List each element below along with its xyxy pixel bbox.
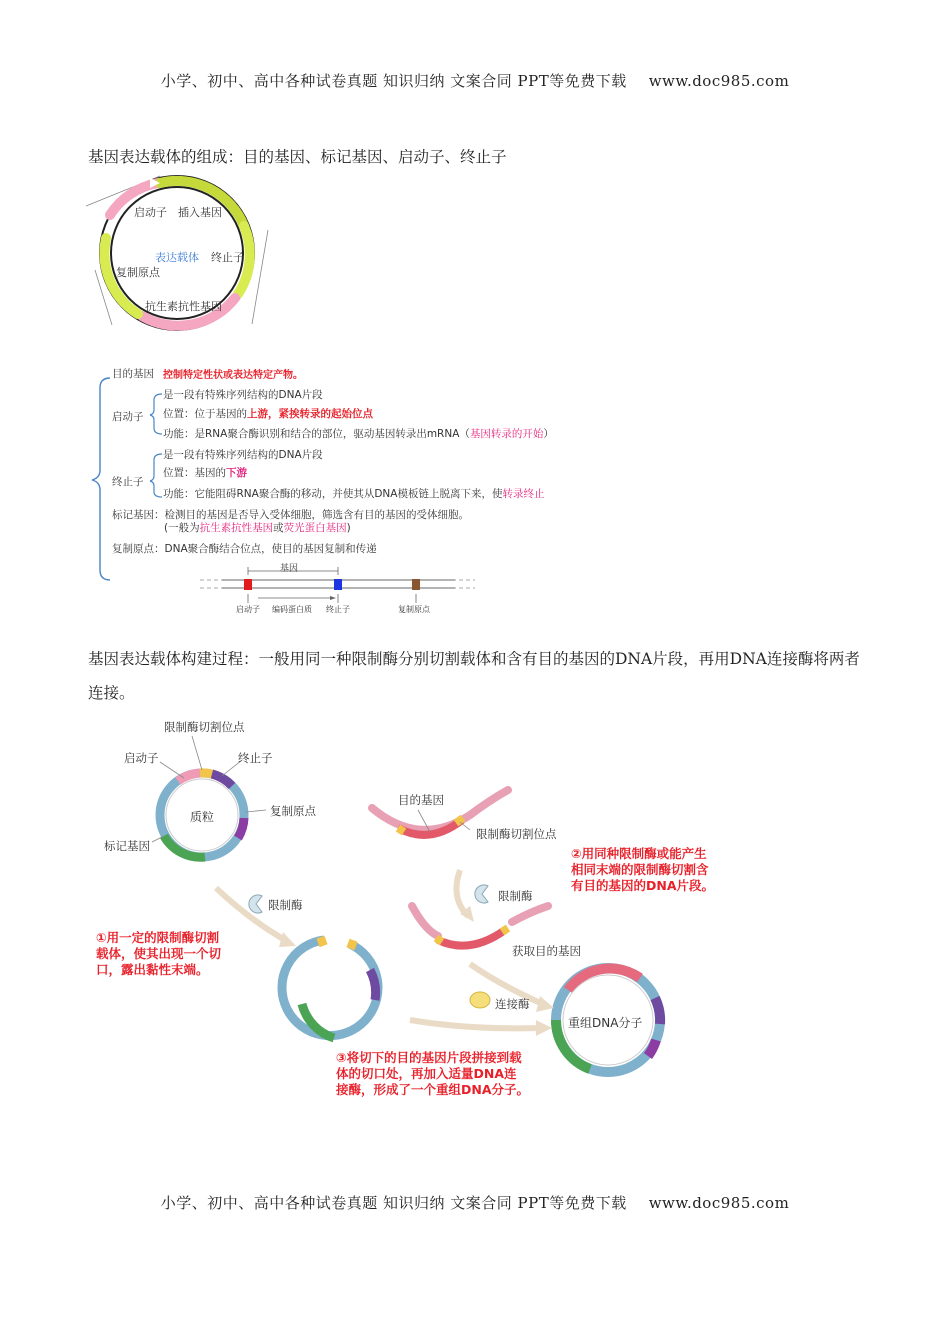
promoter-line3b: 基因转录的开始	[469, 428, 544, 440]
ring-terminator: 终止子	[211, 251, 244, 264]
note3-line1: ③将切下的目的基因片段拼接到载	[336, 1050, 522, 1065]
target-gene-note: 控制特定性状或表达特定产物。	[163, 370, 303, 381]
restriction-enzyme-icon	[249, 895, 262, 913]
promoter-line2b: 上游，紧挨转录的起始位点	[247, 408, 373, 420]
fig-enzyme1: 限制酶	[268, 898, 303, 912]
note1-line3: 口，露出黏性末端。	[96, 962, 209, 977]
promoter-line1: 是一段有特殊序列结构的DNA片段	[163, 389, 323, 401]
promoter-line3a: 功能：是RNA聚合酶识别和结合的部位，驱动基因转录出mRNA（	[163, 428, 470, 440]
linear-terminator: 终止子	[326, 605, 350, 614]
marker-line2e: )	[346, 522, 351, 534]
fig-target: 目的基因	[398, 793, 444, 807]
note3-line3: 接酶，形成了一个重组DNA分子。	[336, 1082, 530, 1097]
promoter-label: 启动子	[112, 411, 144, 423]
note1-line1: ①用一定的限制酶切割	[96, 930, 220, 945]
marker-line1: 标记基因：检测目的基因是否导入受体细胞，筛选含有目的基因的受体细胞。	[112, 509, 469, 521]
footer-text: 小学、初中、高中各种试卷真题 知识归纳 文案合同 PPT等免费下载	[160, 1194, 627, 1212]
terminator-line1: 是一段有特殊序列结构的DNA片段	[163, 449, 323, 461]
marker-line2	[164, 520, 351, 535]
cut-target-dna	[412, 906, 548, 946]
promoter-line3	[163, 426, 554, 441]
fig-ligase: 连接酶	[495, 997, 530, 1011]
ring-origin: 复制原点	[116, 266, 160, 279]
ring-resistance: 抗生素抗性基因	[145, 300, 222, 313]
page-footer	[0, 1192, 950, 1213]
marker-line2c: 或	[273, 522, 284, 534]
terminator-line2b: 下游	[226, 467, 247, 479]
note1	[96, 930, 221, 978]
fig-terminator: 终止子	[238, 751, 273, 765]
note3	[336, 1050, 529, 1098]
linear-promoter: 启动子	[236, 605, 260, 614]
fig-obtain: 获取目的基因	[512, 944, 581, 958]
ring-center: 表达载体	[155, 251, 199, 264]
fig-site2: 限制酶切割位点	[476, 827, 557, 841]
marker-line2a: (一般为	[164, 522, 200, 534]
terminator-line2a: 位置：基因的	[163, 467, 226, 479]
note2-line2: 相同末端的限制酶切割含	[571, 862, 709, 877]
fig-site1: 限制酶切割位点	[164, 720, 245, 734]
linear-coding: 编码蛋白质	[272, 605, 312, 614]
terminator-line3a: 功能：它能阻碍RNA聚合酶的移动，并使其从DNA模板链上脱离下来，使	[163, 488, 503, 500]
linear-gene-diagram	[200, 567, 475, 603]
note2-line3: 有目的基因的DNA片段。	[571, 878, 715, 893]
origin-line: 复制原点：DNA聚合酶结合位点，使目的基因复制和传递	[112, 543, 377, 555]
marker-line2d: 荧光蛋白基因	[283, 522, 347, 534]
fig-origin: 复制原点	[270, 804, 316, 818]
ring-promoter: 启动子	[134, 206, 167, 219]
header-site: www.doc985.com	[648, 72, 790, 90]
fig-promoter: 启动子	[124, 751, 159, 765]
note3-line2: 体的切口处，再加入适量DNA连	[336, 1066, 517, 1081]
restriction-enzyme-icon-2	[475, 885, 488, 903]
note1-line2: 载体，使其出现一个切	[96, 946, 222, 961]
fig-recomb: 重组DNA分子	[568, 1016, 643, 1030]
linear-origin: 复制原点	[398, 605, 430, 614]
note2-line1: ②用同种限制酶或能产生	[571, 846, 707, 861]
intro-text: 基因表达载体的组成：目的基因、标记基因、启动子、终止子	[88, 148, 507, 166]
target-gene-label: 目的基因	[112, 368, 154, 380]
promoter-line2a: 位置：位于基因的	[163, 408, 247, 420]
terminator-line3b: 转录终止	[502, 488, 545, 500]
promoter-line2	[163, 406, 373, 421]
terminator-label: 终止子	[112, 476, 144, 488]
footer-site: www.doc985.com	[648, 1194, 790, 1212]
marker-line2b: 抗生素抗性基因	[199, 522, 274, 534]
fig-plasmid: 质粒	[190, 810, 215, 824]
process-text: 基因表达载体构建过程：一般用同一种限制酶分别切割载体和含有目的基因的DNA片段，再用DNA连接酶将两者连接。	[88, 650, 860, 702]
terminator-line2	[163, 465, 247, 480]
terminator-line3	[163, 486, 544, 501]
linear-gene: 基因	[280, 564, 299, 574]
promoter-line3c: ）	[543, 428, 554, 440]
note2	[571, 846, 714, 894]
ligase-icon	[470, 992, 490, 1008]
fig-enzyme2: 限制酶	[498, 889, 533, 903]
ring-insert: 插入基因	[178, 206, 222, 219]
header-text: 小学、初中、高中各种试卷真题 知识归纳 文案合同 PPT等免费下载	[160, 72, 627, 90]
fig-marker: 标记基因	[104, 839, 150, 853]
cut-plasmid-ring	[282, 940, 378, 1038]
